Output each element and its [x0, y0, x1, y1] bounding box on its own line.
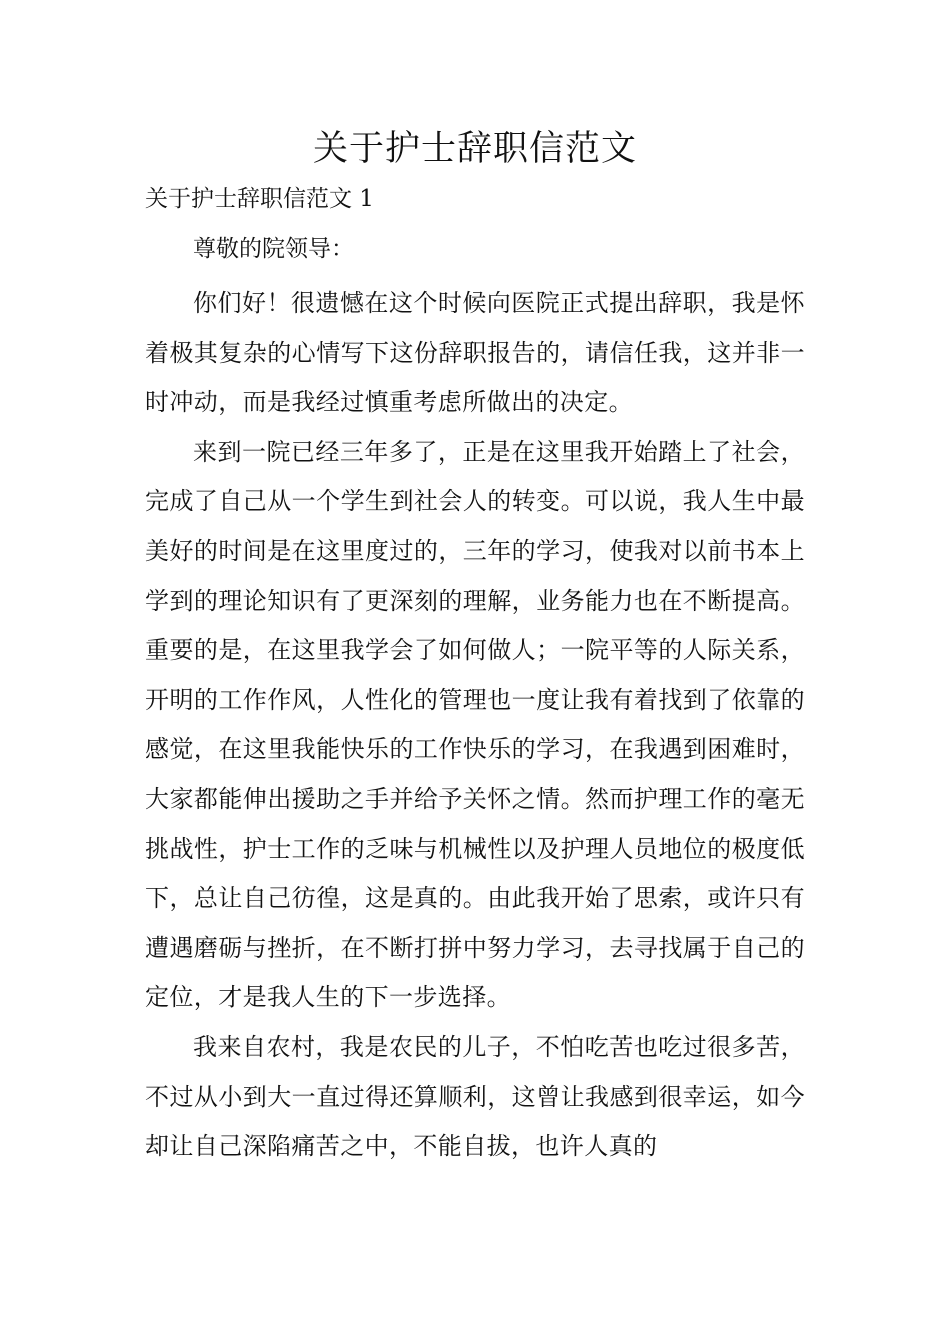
paragraph-background: 我来自农村，我是农民的儿子，不怕吃苦也吃过很多苦，不过从小到大一直过得还算顺利，这曾让我感到很幸运，如今却让自己深陷痛苦之中，不能自拔，也许人真的: [145, 1032, 805, 1161]
section-heading: 关于护士辞职信范文 1: [145, 186, 374, 212]
document-title: 关于护士辞职信范文: [312, 129, 637, 169]
salutation: 尊敬的院领导：: [193, 236, 354, 262]
paragraph-greeting: 你们好！很遗憾在这个时候向医院正式提出辞职，我是怀着极其复杂的心情写下这份辞职报告的，请信任我，这并非一时冲动，而是我经过慎重考虑所做出的决定。: [145, 289, 805, 417]
paragraph-experience: 来到一院已经三年多了，正是在这里我开始踏上了社会，完成了自己从一个学生到社会人的转变。可以说，我人生中最美好的时间是在这里度过的，三年的学习，使我对以前书本上学到的理论知识有了更深刻的理解，业务能力也在不断提高。重要的是，在这里我学会了如何做人；一院平等的人际关系，开明的工作作风，人性化的管理也一度让我有着找到了依靠的感觉，在这里我能快乐的工作快乐的学习，在我遇到困难时，大家都能伸出援助之手并给予关怀之情。然而护理工作的毫无挑战性，护士工作的乏味与机械性以及护理人员地位的极度低下，总让自己彷徨，这是真的。由此我开始了思索，或许只有遭遇磨砺与挫折，在不断打拼中努力学习，去寻找属于自己的定位，才是我人生的下一步选择。: [145, 437, 805, 1012]
letter-body: [145, 279, 805, 1172]
